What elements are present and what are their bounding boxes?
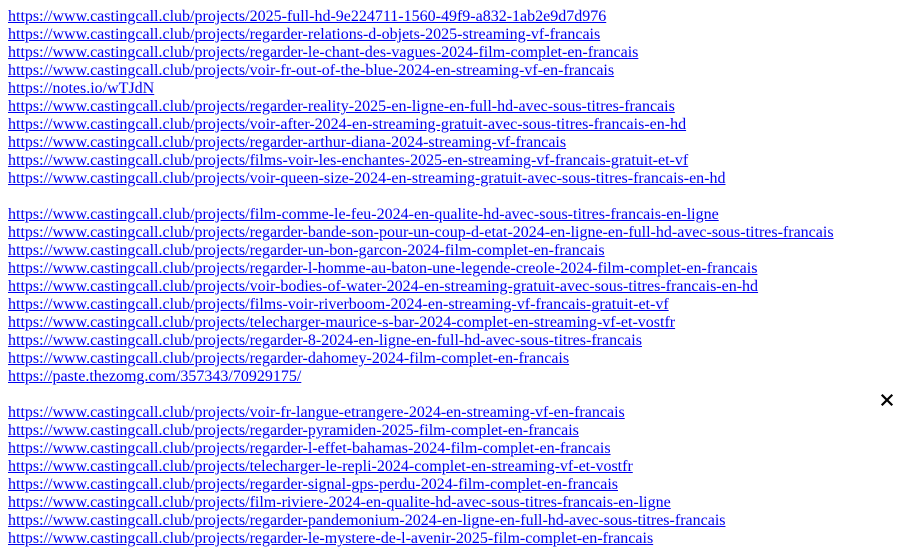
link-item[interactable]: https://www.castingcall.club/projects/regarder-8-2024-en-ligne-en-full-hd-avec-sous-titres-francais <box>8 332 642 349</box>
link-item[interactable]: https://www.castingcall.club/projects/regarder-signal-gps-perdu-2024-film-complet-en-francais <box>8 476 618 493</box>
link-item[interactable]: https://www.castingcall.club/projects/telecharger-maurice-s-bar-2024-complet-en-streaming-vf-et-vostfr <box>8 314 676 331</box>
link-item[interactable]: https://www.castingcall.club/projects/regarder-reality-2025-en-ligne-en-full-hd-avec-sous-titres-francais <box>8 98 675 115</box>
link-item[interactable]: https://www.castingcall.club/projects/regarder-relations-d-objets-2025-streaming-vf-francais <box>8 26 601 43</box>
link-item[interactable]: https://www.castingcall.club/projects/regarder-l-homme-au-baton-une-legende-creole-2024-film-complet-en-francais <box>8 260 758 277</box>
link-item[interactable]: https://www.castingcall.club/projects/voir-queen-size-2024-en-streaming-gratuit-avec-sous-titres-francais-en-hd <box>8 170 726 187</box>
link-item[interactable]: https://www.castingcall.club/projects/regarder-dahomey-2024-film-complet-en-francais <box>8 350 570 367</box>
link-item[interactable]: https://www.castingcall.club/projects/regarder-pyramiden-2025-film-complet-en-francais <box>8 422 579 439</box>
link-item[interactable]: https://www.castingcall.club/projects/2025-full-hd-9e224711-1560-49f9-a832-1ab2e9d7d976 <box>8 8 607 25</box>
link-item[interactable]: https://www.castingcall.club/projects/film-riviere-2024-en-qualite-hd-avec-sous-titres-francais-en-ligne <box>8 494 671 511</box>
link-item[interactable]: https://paste.thezomg.com/357343/70929175/ <box>8 368 302 385</box>
close-button[interactable] <box>876 389 898 411</box>
link-item[interactable]: https://www.castingcall.club/projects/regarder-arthur-diana-2024-streaming-vf-francais <box>8 134 567 151</box>
link-item[interactable]: https://www.castingcall.club/projects/regarder-le-chant-des-vagues-2024-film-complet-en-francais <box>8 44 639 61</box>
link-item[interactable]: https://www.castingcall.club/projects/regarder-l-effet-bahamas-2024-film-complet-en-francais <box>8 440 611 457</box>
link-item[interactable]: https://www.castingcall.club/projects/regarder-bande-son-pour-un-coup-d-etat-2024-en-ligne-en-full-hd-avec-sous-titres-francais <box>8 224 834 241</box>
link-item[interactable]: https://www.castingcall.club/projects/regarder-pandemonium-2024-en-ligne-en-full-hd-avec-sous-titres-francais <box>8 512 726 529</box>
link-item[interactable]: https://www.castingcall.club/projects/voir-fr-langue-etrangere-2024-en-streaming-vf-en-francais <box>8 404 625 421</box>
link-item[interactable]: https://www.castingcall.club/projects/films-voir-riverboom-2024-en-streaming-vf-francais-gratuit-et-vf <box>8 296 669 313</box>
link-item[interactable]: https://www.castingcall.club/projects/film-comme-le-feu-2024-en-qualite-hd-avec-sous-titres-francais-en-ligne <box>8 206 719 223</box>
link-item[interactable]: https://www.castingcall.club/projects/films-voir-les-enchantes-2025-en-streaming-vf-francais-gratuit-et-vf <box>8 152 689 169</box>
blank-line <box>8 386 892 404</box>
link-item[interactable]: https://www.castingcall.club/projects/voir-fr-out-of-the-blue-2024-en-streaming-vf-en-francais <box>8 62 615 79</box>
link-list <box>8 8 892 548</box>
link-item[interactable]: https://www.castingcall.club/projects/voir-after-2024-en-streaming-gratuit-avec-sous-titres-francais-en-hd <box>8 116 687 133</box>
link-item[interactable]: https://notes.io/wTJdN <box>8 80 155 97</box>
link-item[interactable]: https://www.castingcall.club/projects/telecharger-le-repli-2024-complet-en-streaming-vf-et-vostfr <box>8 458 633 475</box>
blank-line <box>8 188 892 206</box>
link-item[interactable]: https://www.castingcall.club/projects/regarder-un-bon-garcon-2024-film-complet-en-francais <box>8 242 605 259</box>
close-icon <box>881 394 893 406</box>
link-item[interactable]: https://www.castingcall.club/projects/regarder-le-mystere-de-l-avenir-2025-film-complet-en-francais <box>8 530 654 547</box>
link-item[interactable]: https://www.castingcall.club/projects/voir-bodies-of-water-2024-en-streaming-gratuit-avec-sous-titres-francais-en-hd <box>8 278 759 295</box>
